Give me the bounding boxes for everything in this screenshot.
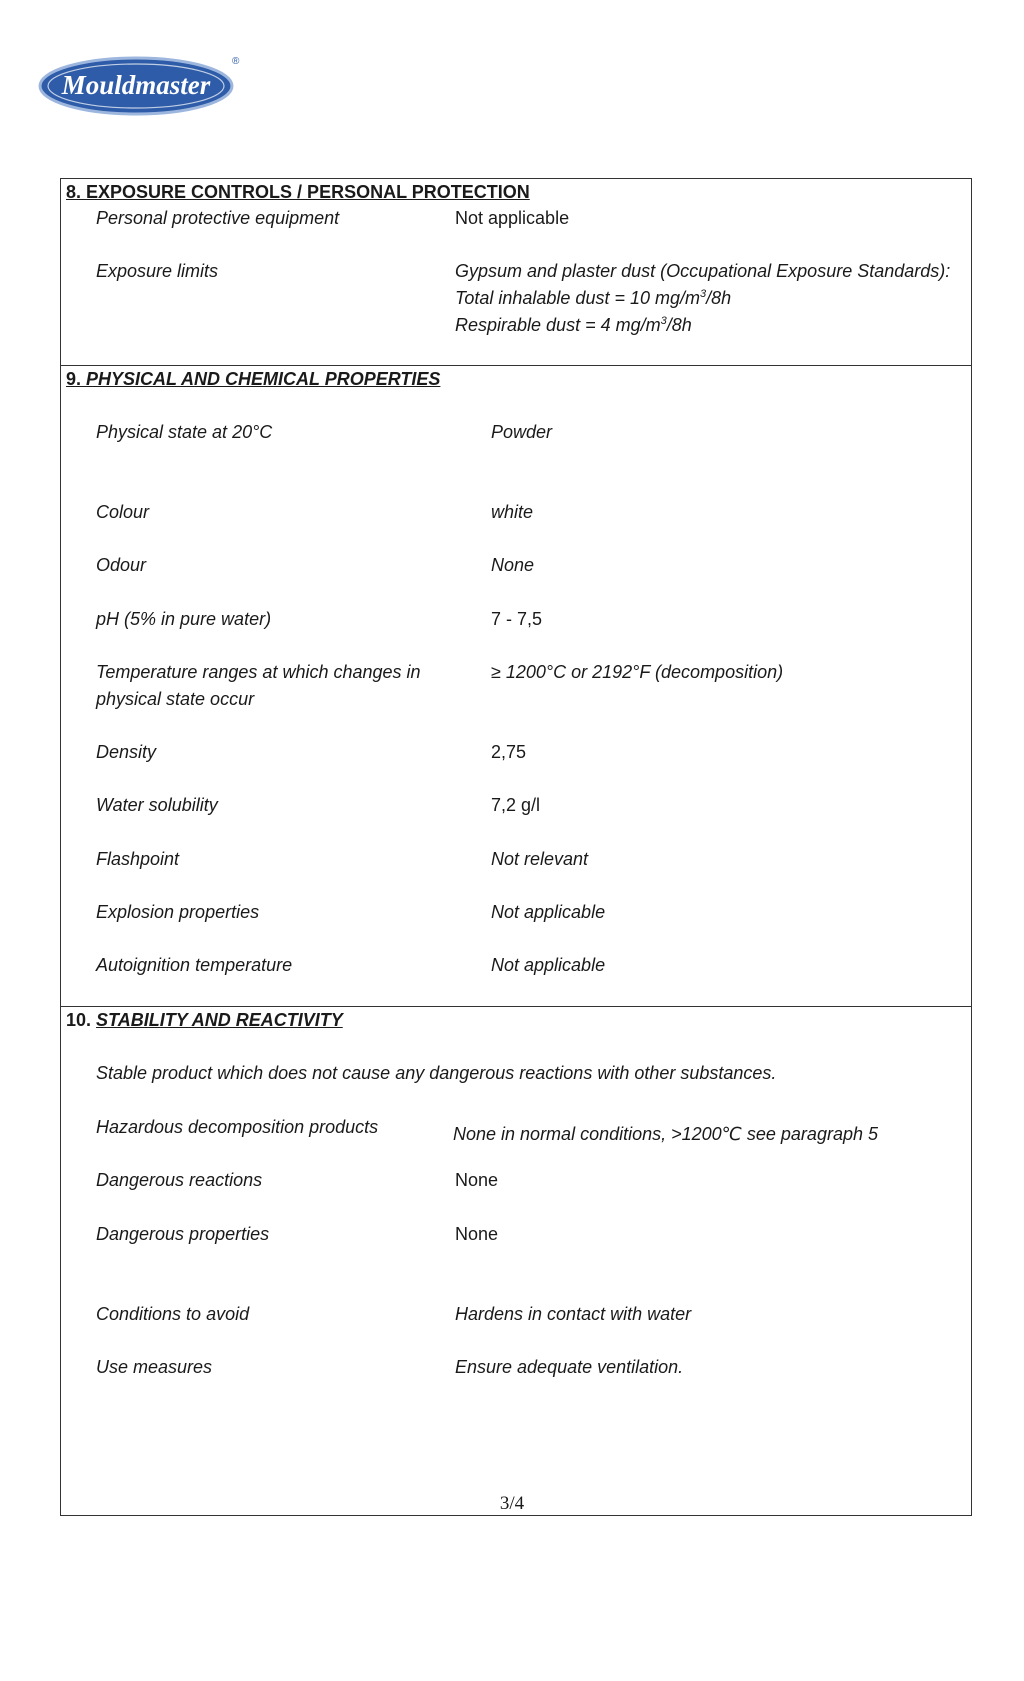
property-label: Colour — [96, 502, 150, 522]
property-value: white — [491, 502, 534, 522]
reactivity-label: Dangerous reactions — [96, 1170, 263, 1190]
reactivity-label: Conditions to avoid — [96, 1304, 250, 1324]
section8-heading: 8. EXPOSURE CONTROLS / PERSONAL PROTECTION — [66, 182, 530, 202]
reactivity-value: None — [455, 1170, 499, 1190]
section10-heading: 10. STABILITY AND REACTIVITY — [66, 1010, 343, 1030]
property-label: Water solubility — [96, 795, 218, 815]
exposure-limits-line1: Gypsum and plaster dust (Occupational Exposure Standards): — [455, 261, 951, 281]
page-number: 3/4 — [499, 1493, 525, 1514]
logo-text: Mouldmaster — [61, 70, 211, 100]
ppe-value: Not applicable — [455, 208, 570, 228]
property-value: Not applicable — [491, 902, 606, 922]
property-label: Temperature ranges at which changes in physical state occur — [96, 662, 421, 709]
stability-statement: Stable product which does not cause any dangerous reactions with other substances. — [96, 1063, 777, 1083]
reactivity-value: None — [455, 1224, 499, 1244]
ppe-label: Personal protective equipment — [96, 208, 340, 228]
mouldmaster-logo — [36, 52, 242, 118]
property-label: Physical state at 20°C — [96, 422, 273, 442]
property-value: Not applicable — [491, 955, 606, 975]
property-value: Powder — [491, 422, 553, 442]
reactivity-label: Use measures — [96, 1357, 213, 1377]
property-value: Not relevant — [491, 849, 589, 869]
exposure-limits-line3: Respirable dust = 4 $mg/m^3/8h$ — [455, 315, 692, 335]
property-label: Flashpoint — [96, 849, 180, 869]
exposure-limits-line2: Total inhalable dust = 10 $mg/m^3/8h$ — [455, 288, 732, 308]
property-value: None — [491, 555, 535, 575]
reactivity-value: Ensure adequate ventilation. — [455, 1357, 684, 1377]
property-label: Explosion properties — [96, 902, 260, 922]
reactivity-label: Hazardous decomposition products — [96, 1117, 379, 1137]
registered-mark: ® — [232, 56, 240, 67]
reactivity-value: Hardens in contact with water — [455, 1304, 692, 1324]
section9-heading: 9. PHYSICAL AND CHEMICAL PROPERTIES — [66, 369, 441, 389]
reactivity-value: None in normal conditions, >1200℃ see paragraph 5 — [453, 1124, 878, 1144]
property-value: ≥ 1200°C or 2192°F (decomposition) — [491, 662, 784, 682]
property-value: 7 - 7,5 — [491, 609, 543, 629]
reactivity-label: Dangerous properties — [96, 1224, 270, 1244]
exposure-limits-label: Exposure limits — [96, 261, 219, 281]
property-label: pH (5% in pure water) — [96, 609, 272, 629]
property-label: Density — [96, 742, 157, 762]
property-value: 2,75 — [491, 742, 527, 762]
property-label: Autoignition temperature — [96, 955, 293, 975]
property-value: 7,2 g/l — [491, 795, 541, 815]
property-label: Odour — [96, 555, 147, 575]
